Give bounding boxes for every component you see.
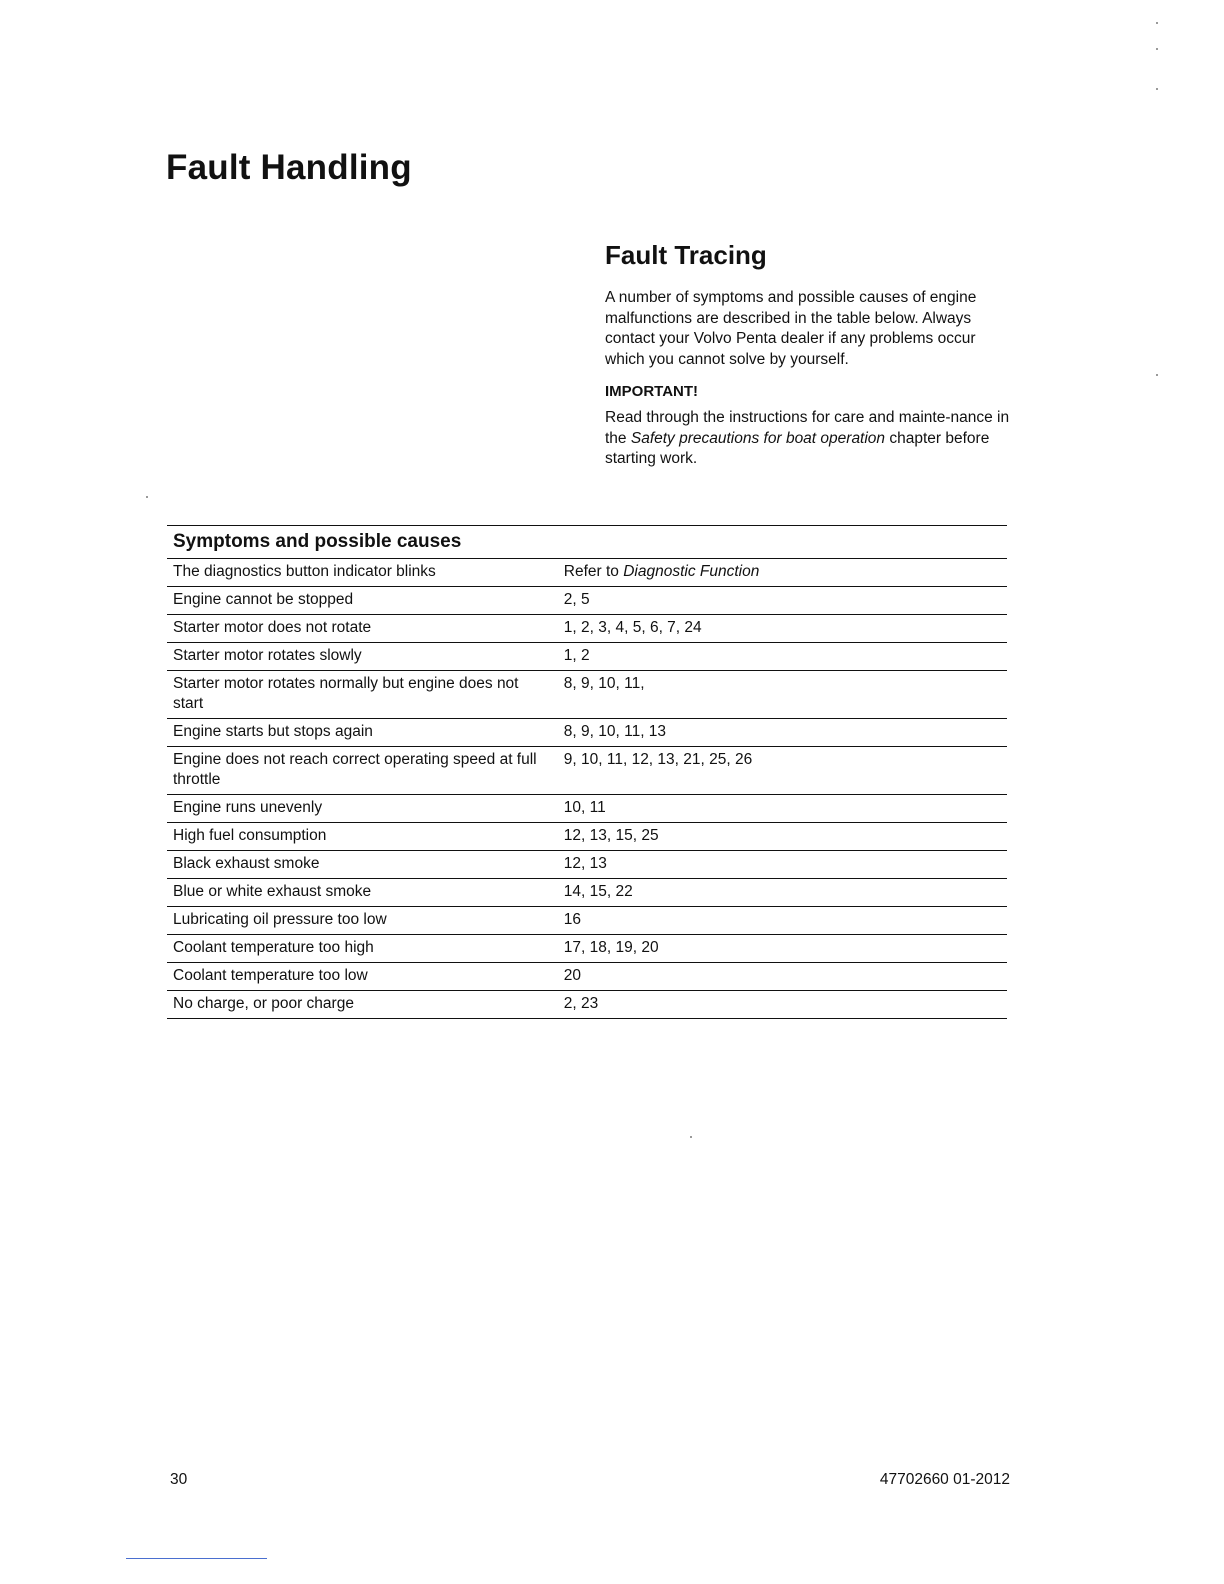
- document-code: 47702660 01-2012: [879, 1471, 1010, 1488]
- symptom-cell: Coolant temperature too high: [167, 935, 558, 963]
- causes-cell: 10, 11: [558, 795, 1007, 823]
- scan-speck: [146, 496, 148, 498]
- table-row: [167, 795, 1007, 823]
- important-text-emphasis: Safety precautions for boat operation: [630, 429, 886, 447]
- table-row: [167, 719, 1007, 747]
- causes-cell: 12, 13: [558, 851, 1007, 879]
- symptom-cell: Starter motor does not rotate: [167, 615, 558, 643]
- table-row: [167, 587, 1007, 615]
- section-title: Fault Tracing: [605, 240, 767, 270]
- scan-speck: [1156, 88, 1158, 90]
- table-row: [167, 963, 1007, 991]
- page-number: 30: [170, 1471, 188, 1488]
- symptom-cell: Engine runs unevenly: [167, 795, 558, 823]
- symptom-cell: Blue or white exhaust smoke: [167, 879, 558, 907]
- table-row: [167, 615, 1007, 643]
- causes-cell: [558, 559, 1007, 587]
- scan-speck: [1156, 374, 1158, 376]
- causes-cell: 9, 10, 11, 12, 13, 21, 25, 26: [558, 747, 1007, 795]
- causes-cell: 2, 23: [558, 991, 1007, 1019]
- table-body: [167, 559, 1007, 1019]
- symptoms-table: [167, 525, 1007, 1019]
- important-text: [605, 408, 1015, 470]
- table-row: [167, 991, 1007, 1019]
- symptom-cell: Black exhaust smoke: [167, 851, 558, 879]
- causes-cell: 17, 18, 19, 20: [558, 935, 1007, 963]
- table-row: [167, 747, 1007, 795]
- table-row: [167, 935, 1007, 963]
- page-title: Fault Handling: [166, 148, 412, 187]
- table-header: Symptoms and possible causes: [167, 526, 1007, 559]
- causes-cell: 20: [558, 963, 1007, 991]
- table-row: [167, 907, 1007, 935]
- table-row: [167, 823, 1007, 851]
- table-row: [167, 671, 1007, 719]
- symptom-cell: The diagnostics button indicator blinks: [167, 559, 558, 587]
- causes-prefix: Refer to: [563, 563, 624, 580]
- symptom-cell: Lubricating oil pressure too low: [167, 907, 558, 935]
- symptom-cell: No charge, or poor charge: [167, 991, 558, 1019]
- symptom-cell: Starter motor rotates normally but engine does not start: [167, 671, 558, 719]
- causes-cell: 1, 2, 3, 4, 5, 6, 7, 24: [558, 615, 1007, 643]
- footer-link-underline: [126, 1558, 267, 1559]
- causes-cell: 16: [558, 907, 1007, 935]
- causes-cell: 1, 2: [558, 643, 1007, 671]
- important-text-before: Read through the instructions for care and mainte-nance in the: [605, 409, 1010, 447]
- table-row: [167, 879, 1007, 907]
- fault-tracing-section: [605, 236, 1015, 470]
- causes-cell: 8, 9, 10, 11, 13: [558, 719, 1007, 747]
- important-label: IMPORTANT!: [605, 383, 699, 400]
- table-row: [167, 559, 1007, 587]
- table-row: [167, 643, 1007, 671]
- symptom-cell: Starter motor rotates slowly: [167, 643, 558, 671]
- symptom-cell: Engine does not reach correct operating speed at full throttle: [167, 747, 558, 795]
- symptom-cell: Coolant temperature too low: [167, 963, 558, 991]
- table-row: [167, 851, 1007, 879]
- symptom-cell: Engine cannot be stopped: [167, 587, 558, 615]
- causes-cell: 14, 15, 22: [558, 879, 1007, 907]
- causes-reference: Diagnostic Function: [623, 563, 760, 580]
- symptom-cell: High fuel consumption: [167, 823, 558, 851]
- scan-speck: [690, 1136, 692, 1138]
- causes-cell: 12, 13, 15, 25: [558, 823, 1007, 851]
- section-intro: A number of symptoms and possible causes of engine malfunctions are described in the table below. Always contact your Volvo Penta dealer if any problems occur which you cannot solve by yourself.: [605, 289, 977, 368]
- causes-cell: 2, 5: [558, 587, 1007, 615]
- scan-speck: [1156, 22, 1158, 24]
- table-header-row: [167, 526, 1007, 559]
- causes-cell: 8, 9, 10, 11,: [558, 671, 1007, 719]
- scan-speck: [1156, 48, 1158, 50]
- important-text-after: chapter before starting work.: [605, 429, 990, 467]
- symptom-cell: Engine starts but stops again: [167, 719, 558, 747]
